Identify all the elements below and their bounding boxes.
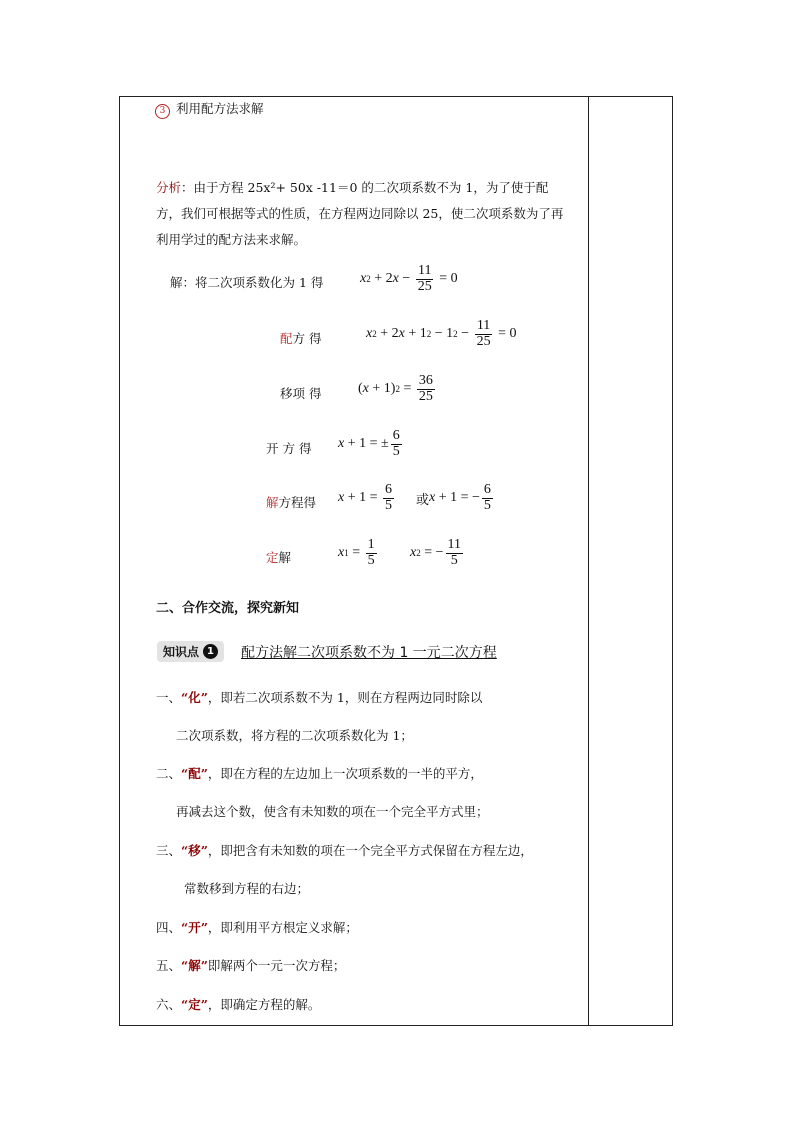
equation-root: x + 1 = ± $\frac{6}{5}$	[338, 428, 400, 459]
method-step-line	[156, 690, 482, 705]
step-jie-label	[266, 495, 316, 510]
circled-number-icon: 3	[155, 104, 170, 119]
step-text: 再减去这个数，使含有未知数的项在一个完全平方式里；	[176, 804, 489, 819]
step-keyword: “移”	[181, 843, 208, 858]
equation-linear-2: 或 x + 1 = − $\frac{6}{5}$	[416, 482, 491, 513]
solution-x2: x 2 = − $\frac{11}{5}$	[410, 537, 461, 568]
step-text: 二次项系数，将方程的二次项系数化为 1；	[176, 728, 413, 743]
step-text: ，即若二次项系数不为 1，则在方程两边同时除以	[207, 690, 483, 705]
step-kai-label: 开 方 得	[266, 441, 312, 456]
equation-normalized: x 2 + 2 x − $\frac{11}{25}$ = 0	[360, 263, 458, 294]
method-step-line	[184, 881, 309, 896]
analysis-label: 分析	[156, 180, 182, 195]
step-prefix: 二、	[156, 766, 182, 781]
step-keyword: “开”	[181, 920, 208, 935]
step-pei-rest: 方 得	[292, 331, 322, 346]
step-jie-key: 解	[266, 495, 279, 510]
section-2-heading: 二、合作交流，探究新知	[156, 601, 300, 616]
step-keyword: “定”	[181, 997, 208, 1012]
badge-label: 知识点	[163, 645, 200, 659]
badge-number-icon: 1	[203, 644, 218, 659]
section-3-heading	[155, 101, 264, 119]
step-text: 即解两个一元一次方程；	[207, 958, 346, 973]
method-step-line	[156, 997, 320, 1012]
table-column-divider	[588, 96, 589, 1026]
method-step-line	[176, 804, 489, 819]
equation-transposed: ( x + 1) 2 = $\frac{36}{25}$	[358, 373, 433, 404]
step-text: ，即把含有未知数的项在一个完全平方式保留在方程左边，	[207, 843, 533, 858]
step-text: ，即确定方程的解。	[207, 997, 321, 1012]
step-keyword: “化”	[181, 690, 208, 705]
step-prefix: 三、	[156, 843, 182, 858]
knowledge-point-title: 配方法解二次项系数不为 1 一元二次方程	[241, 645, 497, 661]
method-step-line	[156, 766, 483, 781]
method-step-line	[156, 920, 358, 935]
step-text: ，即利用平方根定义求解；	[207, 920, 358, 935]
or-text: 或	[416, 492, 430, 508]
method-step-line	[156, 843, 533, 858]
step-text: ，即在方程的左边加上一次项系数的一半的平方，	[207, 766, 483, 781]
step-text: 常数移到方程的右边；	[184, 881, 310, 896]
step-ding-key: 定	[266, 550, 279, 565]
analysis-line-1	[156, 180, 548, 195]
step-keyword: “解”	[181, 958, 208, 973]
analysis-line-3: 利用学过的配方法来求解。	[156, 232, 307, 247]
analysis-text-1: ：由于方程 25x²+ 50x -11＝0 的二次项系数不为 1，为了使于配	[181, 180, 549, 195]
solution-intro: 解：将二次项系数化为 1 得	[170, 275, 324, 290]
knowledge-point-badge	[157, 641, 224, 662]
solution-x1: x 1 = $\frac{1}{5}$	[338, 537, 375, 568]
step-ding-label	[266, 550, 291, 565]
step-jie-rest: 方程得	[278, 495, 317, 510]
analysis-line-2: 方，我们可根据等式的性质，在方程两边同除以 25，使二次项系数为了再	[156, 206, 564, 221]
step-pei-key: 配	[280, 331, 293, 346]
method-step-line	[176, 728, 413, 743]
step-keyword: “配”	[181, 766, 208, 781]
step-yi-label: 移项 得	[280, 386, 322, 401]
step-prefix: 一、	[156, 690, 182, 705]
equation-linear-1: x + 1 = $\frac{6}{5}$	[338, 482, 393, 513]
section-3-title: 利用配方法求解	[176, 101, 264, 116]
step-prefix: 四、	[156, 920, 182, 935]
method-step-line	[156, 958, 345, 973]
equation-completing-square: x 2 + 2 x + 1 2 − 1 2 − $\frac{11}{25}$ = 0	[366, 318, 517, 349]
step-prefix: 五、	[156, 958, 182, 973]
step-prefix: 六、	[156, 997, 182, 1012]
step-pei-label	[280, 331, 322, 346]
step-ding-rest: 解	[278, 550, 292, 565]
